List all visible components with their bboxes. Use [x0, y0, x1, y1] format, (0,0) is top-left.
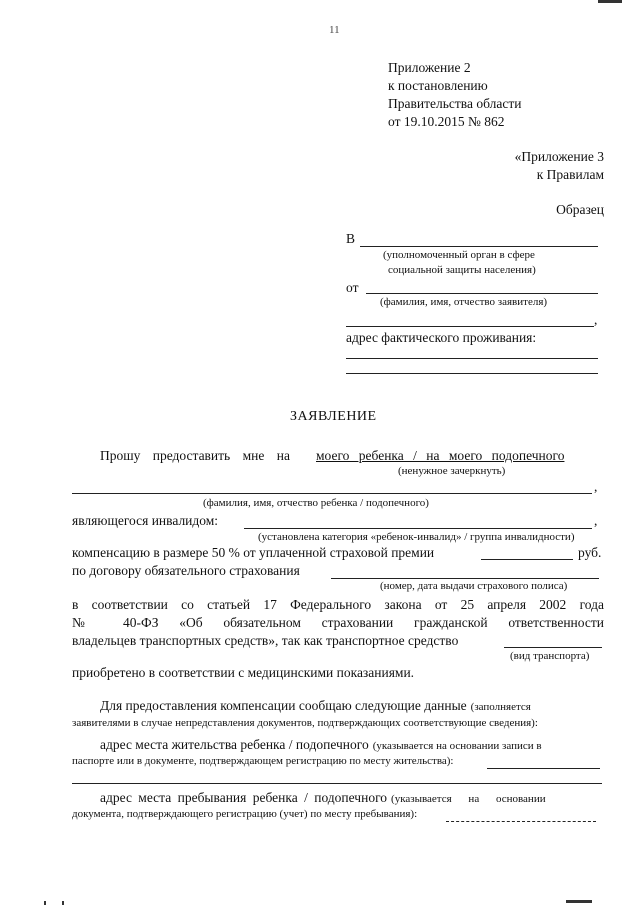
residence-note-2: паспорте или в документе, подтверждающем регистрацию по месту жительства): [72, 755, 454, 767]
residence-field-line-2[interactable] [72, 783, 602, 784]
residence-label [100, 736, 542, 754]
header-line: к постановлению [388, 78, 488, 93]
from-hint: (фамилия, имя, отчество заявителя) [380, 296, 548, 308]
residence-text: адрес места жительства ребенка / подопечного [100, 737, 369, 752]
to-field-line[interactable] [360, 246, 598, 247]
info-intro-note-2: заявителями в случае непредставления документов, подтверждающих соответствующие сведения): [72, 717, 538, 729]
to-hint: социальной защиты населения) [388, 264, 536, 276]
request-text-a: Прошу предоставить мне на [100, 448, 290, 463]
appendix-line: к Правилам [536, 167, 604, 182]
to-hint: (уполномоченный орган в сфере [383, 249, 535, 261]
from-field-line[interactable] [366, 293, 598, 294]
law-text: владельцев транспортных средств», так как транспортное средство [72, 633, 459, 648]
currency-label: руб. [578, 545, 602, 560]
premium-field-line[interactable] [481, 559, 573, 560]
address-label: адрес фактического проживания: [346, 330, 537, 345]
stay-label [100, 789, 546, 807]
scan-mark [598, 0, 622, 3]
disabled-field-line[interactable] [244, 528, 592, 529]
header-line: Правительства области [388, 96, 522, 111]
info-intro-note: (заполняется [470, 701, 531, 713]
stay-field-line[interactable] [446, 821, 596, 822]
from-prefix: от [346, 280, 359, 295]
child-name-hint: (фамилия, имя, отчество ребенка / подопечного) [203, 497, 429, 509]
header-line: от 19.10.2015 № 862 [388, 114, 505, 129]
info-intro [100, 697, 531, 715]
request-hint: (ненужное зачеркнуть) [398, 465, 506, 477]
info-intro-text: Для предоставления компенсации сообщаю следующие данные [100, 698, 467, 713]
from-field-line-2[interactable] [346, 326, 594, 327]
residence-note: (указывается на основании записи в [372, 740, 542, 752]
child-name-line[interactable] [72, 493, 592, 494]
contract-hint: (номер, дата выдачи страхового полиса) [380, 580, 568, 592]
scan-mark [62, 901, 64, 905]
contract-label: по договору обязательного страхования [72, 563, 300, 578]
sample-label: Образец [556, 202, 604, 217]
comma: , [594, 312, 598, 327]
scan-mark [44, 901, 46, 905]
scan-mark [566, 900, 592, 903]
disabled-hint: (установлена категория «ребенок-инвалид» / группа инвалидности) [258, 531, 575, 543]
acquired-text: приобретено в соответствии с медицинскими показаниями. [72, 665, 415, 680]
stay-text: адрес места пребывания ребенка / подопечного [100, 790, 388, 805]
to-prefix: В [346, 231, 356, 246]
comma: , [594, 513, 598, 528]
law-text: № 40-ФЗ «Об обязательном страховании гражданской ответственности [72, 615, 604, 630]
vehicle-hint: (вид транспорта) [510, 650, 590, 662]
page-number: 11 [329, 24, 340, 36]
compensation-text: компенсацию в размере 50 % от уплаченной страховой премии [72, 545, 435, 560]
disabled-label: являющегося инвалидом: [72, 513, 219, 528]
request-text [100, 448, 603, 464]
contract-field-line[interactable] [331, 578, 599, 579]
residence-field-line[interactable] [487, 768, 600, 769]
request-text-b: моего ребенка / на моего подопечного [316, 448, 565, 463]
appendix-line: «Приложение 3 [514, 149, 604, 164]
address-field-line[interactable] [346, 373, 598, 374]
stay-note: (указывается на основании [391, 793, 546, 805]
header-line: Приложение 2 [388, 60, 471, 75]
law-text: в соответствии со статьей 17 Федерального закона от 25 апреля 2002 года [72, 597, 604, 612]
stay-note-2: документа, подтверждающего регистрацию (учет) по месту пребывания): [72, 808, 418, 820]
comma: , [594, 479, 598, 494]
address-field-line[interactable] [346, 358, 598, 359]
vehicle-field-line[interactable] [504, 647, 602, 648]
document-title: ЗАЯВЛЕНИЕ [290, 409, 377, 424]
